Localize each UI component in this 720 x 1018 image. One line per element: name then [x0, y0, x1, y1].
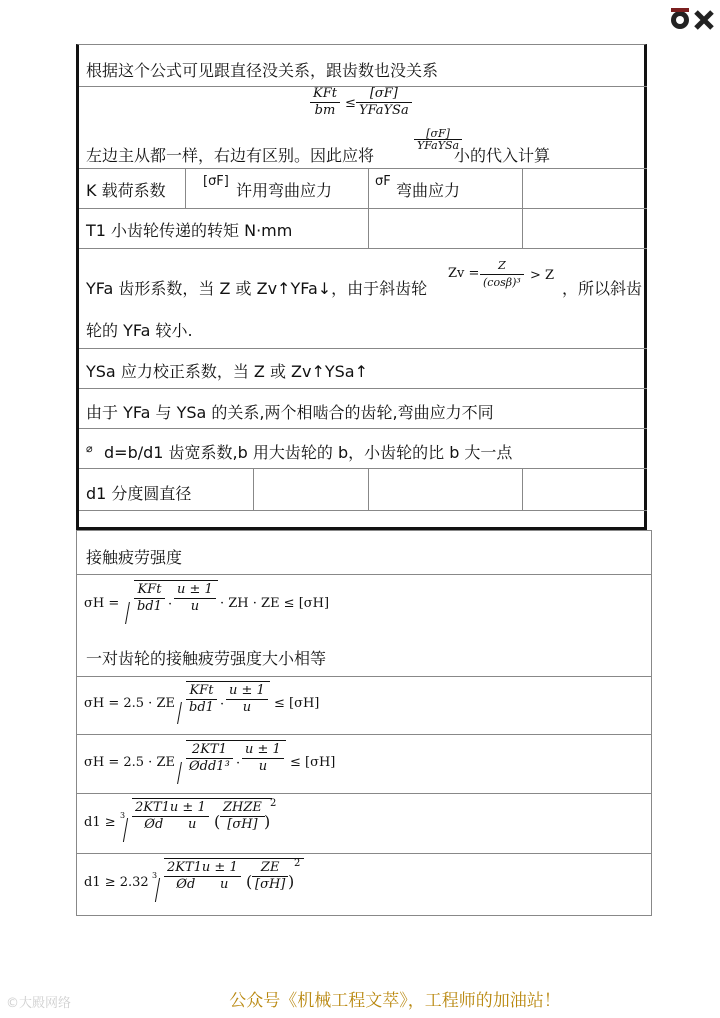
- table-row: [76, 793, 652, 794]
- row2-fraction: [σF] YFaYSa: [414, 128, 462, 151]
- f3-frac2: $\frac{u \pm 1}{u}$: [242, 742, 284, 775]
- f3-lhs: σH = 2.5 · ZE: [84, 755, 175, 770]
- f4-root-index: 3: [120, 811, 126, 820]
- f5-frac2: $\frac{ZE}{[\sigma H]}$: [252, 860, 288, 893]
- row5-text-c: 轮的 YFa 较小.: [86, 321, 193, 340]
- f5-lhs: d1 ≥ 2.32: [84, 875, 149, 890]
- stress-symbol: σF: [375, 174, 391, 189]
- cell-stress: 弯曲应力: [396, 181, 461, 200]
- brand-logo-icon: [668, 6, 716, 30]
- table-row: [79, 510, 647, 530]
- allowable-stress-symbol: [σF]: [203, 174, 229, 189]
- section-title: 接触疲劳强度: [86, 548, 183, 567]
- note-text: 一对齿轮的接触疲劳强度大小相等: [86, 649, 327, 668]
- f5-exponent: 2: [294, 858, 301, 869]
- f2-lhs: σH = 2.5 · ZE: [84, 696, 175, 711]
- f5-frac1: $\frac{2KT1u \pm 1}{\text{Ød u}}$: [164, 860, 241, 893]
- watermark: ©大殿网络: [6, 996, 72, 1011]
- cell-k: K 载荷系数: [86, 181, 166, 200]
- row1-text: 根据这个公式可见跟直径没关系，跟齿数也没关系: [86, 61, 439, 80]
- row9-text: d1 分度圆直径: [86, 484, 192, 503]
- f5-root-index: 3: [152, 871, 158, 880]
- formula-op: ≤: [345, 96, 356, 111]
- f2-rhs: ≤ [σH]: [274, 696, 320, 711]
- zv-rhs: > Z: [530, 268, 555, 283]
- row5-text-a: YFa 齿形系数，当 Z 或 Zv↑YFa↓，由于斜齿轮: [86, 279, 428, 298]
- row5-text-b: ，所以斜齿: [562, 279, 643, 298]
- f3-rhs: ≤ [σH]: [290, 755, 336, 770]
- f1-frac2: $\frac{u \pm 1}{u}$: [174, 582, 216, 615]
- row8-text: d=b/d1 齿宽系数,b 用大齿轮的 b，小齿轮的比 b 大一点: [104, 443, 513, 462]
- zv-lhs: Zv =: [448, 266, 480, 281]
- row4-text: T1 小齿轮传递的转矩 N·mm: [86, 221, 293, 240]
- zv-fraction: $\frac{Z}{\text{(cosβ)³}}$: [480, 258, 524, 291]
- f4-exponent: 2: [270, 798, 277, 809]
- f3-frac1: 2KT1 Ødd1³: [186, 742, 233, 775]
- f2-frac2: $\frac{u \pm 1}{u}$: [226, 683, 268, 716]
- f4-frac2: ZHZE [σH]: [220, 800, 265, 833]
- f1-lhs: σH =: [84, 596, 120, 611]
- formula-lhs: KFt bm: [310, 86, 340, 119]
- footer-slogan: 公众号《机械工程文萃》，工程师的加油站！: [229, 991, 561, 1011]
- row2-text-b: 小的代入计算: [454, 146, 551, 165]
- table-row: [76, 734, 652, 735]
- table-row: [76, 574, 652, 575]
- f1-frac1: KFt bd1: [134, 582, 165, 615]
- cell-allowable-stress: 许用弯曲应力: [236, 181, 333, 200]
- f4-frac1: $\frac{2KT1u \pm 1}{\text{Ød u}}$: [132, 800, 209, 833]
- phi-symbol: ⌀: [86, 442, 93, 455]
- table-row: [76, 676, 652, 677]
- row7-text: 由于 YFa 与 YSa 的关系,两个相啮合的齿轮,弯曲应力不同: [86, 403, 494, 422]
- row2-text-a: 左边主从都一样，右边有区别。因此应将: [86, 146, 375, 165]
- table-row: [76, 853, 652, 854]
- row6-text: YSa 应力校正系数，当 Z 或 Zv↑YSa↑: [86, 362, 369, 381]
- f4-lhs: d1 ≥: [84, 815, 116, 830]
- formula-rhs: [σF] YFaYSa: [356, 86, 412, 119]
- f1-rhs: · ZH · ZE ≤ [σH]: [220, 596, 330, 611]
- f2-frac1: KFt bd1: [186, 683, 217, 716]
